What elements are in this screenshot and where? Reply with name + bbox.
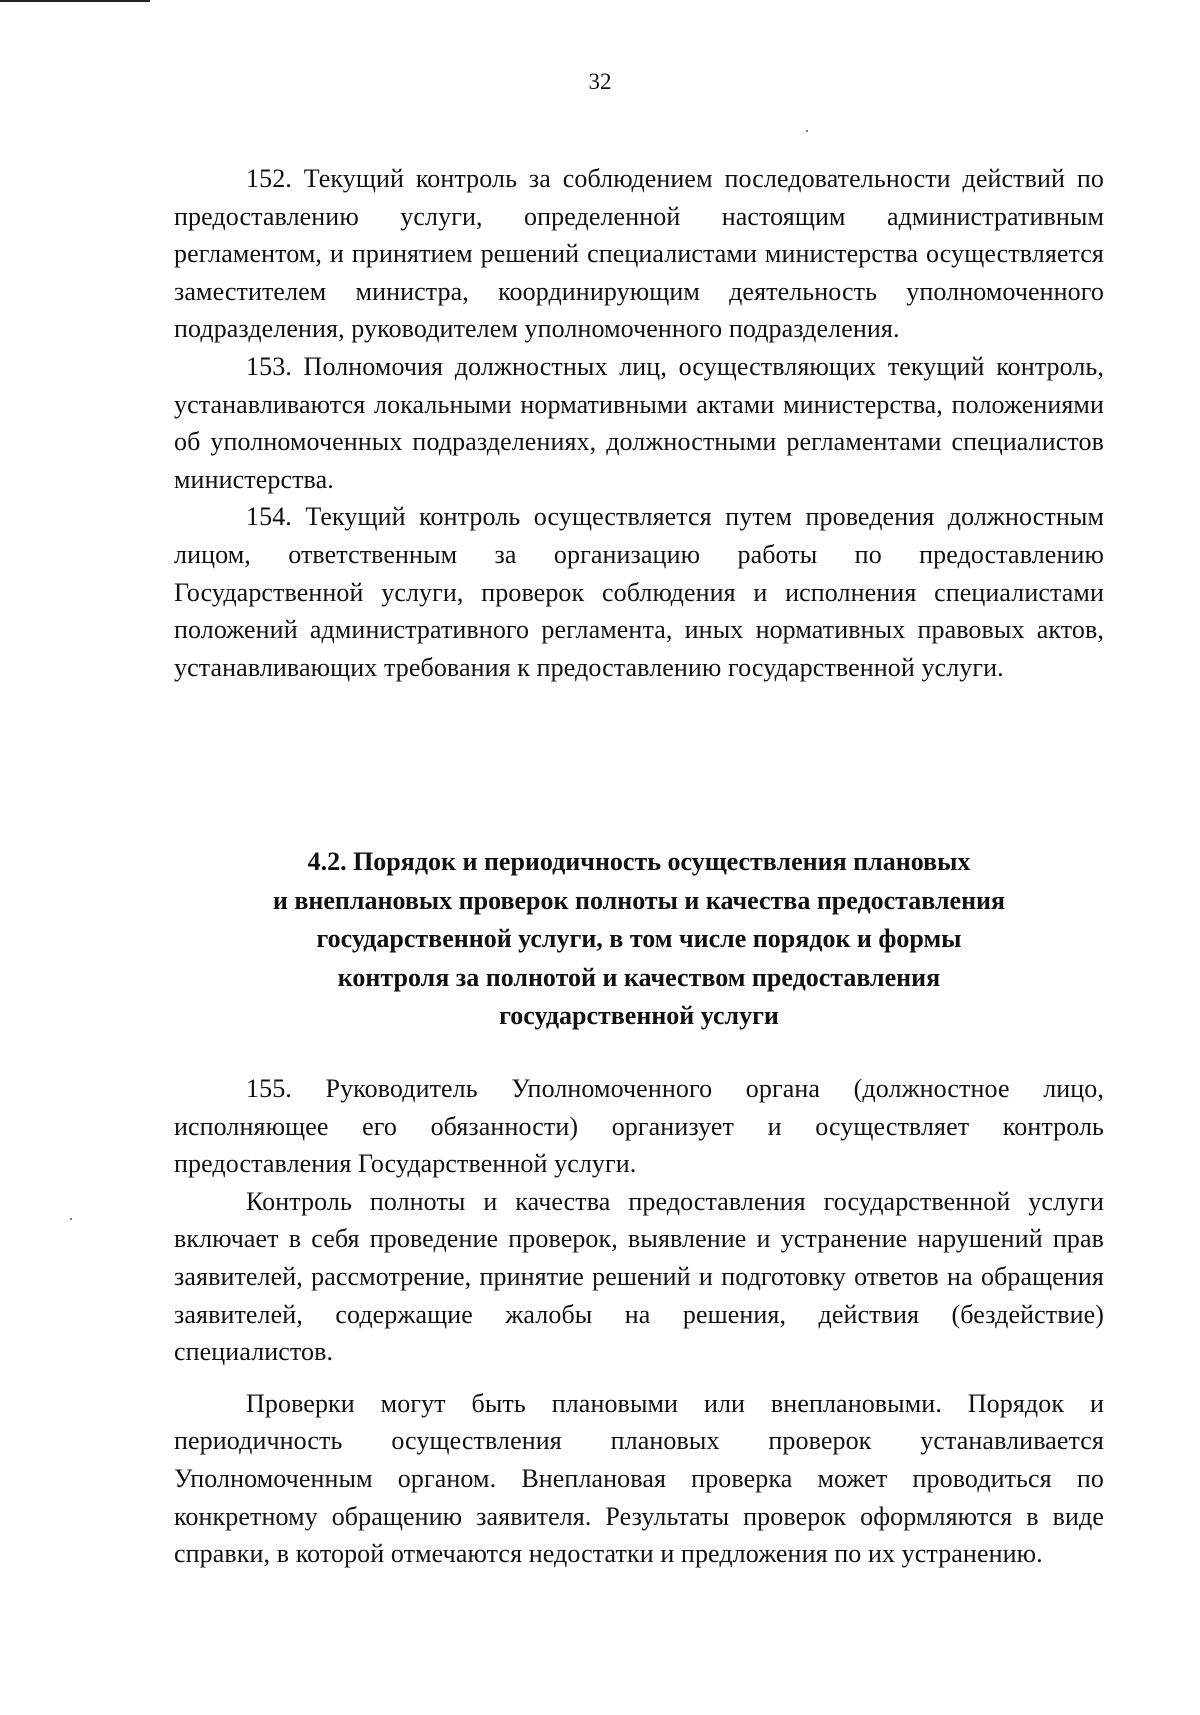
section-heading	[174, 843, 1104, 1036]
body-block-top	[174, 160, 1104, 686]
body-block-bottom	[174, 1070, 1104, 1573]
section-heading-line: государственной услуги	[499, 1001, 779, 1030]
page-number: 32	[588, 69, 612, 94]
scan-speck	[70, 1218, 72, 1220]
paragraph-154: 154. Текущий контроль осуществляется путем проведения должностным лицом, ответственным за организацию работы по предоставлению Государственной услуги, проверок соблюдения и исполнения специалистами положений административного регламента, иных нормативных правовых актов, устанавливающих требования к предоставлению государственной услуги.	[174, 502, 1104, 682]
section-heading-line: 4.2. Порядок и периодичность осуществления плановых	[307, 847, 971, 876]
section-heading-line: контроля за полнотой и качеством предоставления	[337, 962, 941, 992]
scan-speck	[806, 130, 808, 132]
paragraph-control-scope: Контроль полноты и качества предоставления государственной услуги включает в себя проведение проверок, выявление и устранение нарушений прав заявителей, рассмотрение, принятие решений и подготовку ответов на обращения заявителей, содержащие жалобы на решения, действия (бездействие) специалистов.	[174, 1186, 1104, 1367]
paragraph-153: 153. Полномочия должностных лиц, осуществляющих текущий контроль, устанавливаются локальными нормативными актами министерства, положениями об уполномоченных подразделениях, должностными регламентами специалистов министерства.	[174, 351, 1104, 494]
section-heading-line: и внеплановых проверок полноты и качества предоставления	[272, 885, 1006, 915]
paragraph-inspections: Проверки могут быть плановыми или внеплановыми. Порядок и периодичность осуществления плановых проверок устанавливается Уполномоченным органом. Внеплановая проверка может проводиться по конкретному обращению заявителя. Результаты проверок оформляются в виде справки, в которой отмечаются недостатки и предложения по их устранению.	[174, 1388, 1104, 1569]
paragraph-155: 155. Руководитель Уполномоченного органа (должностное лицо, исполняющее его обязанности) организует и осуществляет контроль предоставления Государственной услуги.	[174, 1074, 1104, 1179]
paragraph-152: 152. Текущий контроль за соблюдением последовательности действий по предоставлению услуги, определенной настоящим административным регламентом, и принятием решений специалистами министерства осуществляется заместителем министра, координирующим деятельность уполномоченного подразделения, руководителем уполномоченного подразделения.	[174, 164, 1104, 344]
section-heading-line: государственной услуги, в том числе порядок и формы	[316, 924, 962, 953]
scan-edge-mark	[0, 0, 150, 2]
